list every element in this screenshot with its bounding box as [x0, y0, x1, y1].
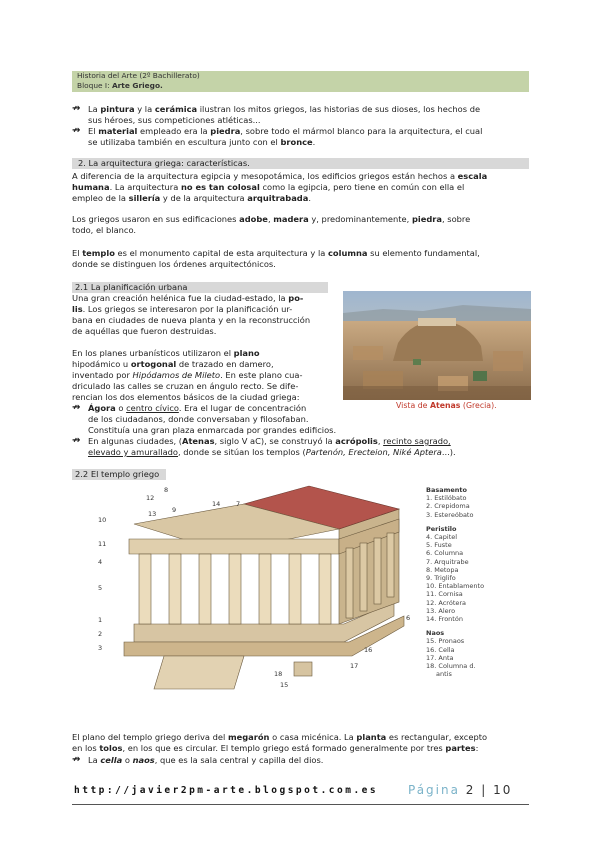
paragraph-hippodamic: En los planes urbanísticos utilizaron el plano hipodámico u ortogonal de trazado en damero, inventado por Hipódamos de Mileto. En este plano cua- driculado las calles se cruzan en ángulo recto. Se dife- rencian los dos elementos básicos de la ciudad griega:: [72, 348, 303, 402]
diagram-label: 3: [98, 644, 103, 652]
paragraph-temple: El templo es el monumento capital de esta arquitectura y la columna su elemento fundamental, donde se distinguen los órdenes arquitectónicos.: [72, 248, 480, 269]
legend-item: 10. Entablamento: [426, 582, 485, 591]
legend-item: antis: [436, 670, 452, 679]
legend-item: 1. Estilóbato: [426, 494, 467, 503]
legend-item: 14. Frontón: [426, 615, 463, 624]
subsection-heading-temple: 2.2 El templo griego: [72, 469, 166, 480]
legend-item: 17. Anta: [426, 653, 454, 662]
legend-item: 15. Pronaos: [426, 637, 465, 646]
diagram-label: 18: [274, 670, 283, 678]
legend-heading-basamento: Basamento: [426, 486, 467, 494]
diagram-label: 14: [212, 500, 221, 508]
athens-photo: [343, 291, 531, 400]
diagram-label: 11: [98, 540, 107, 548]
legend-item: 5. Fuste: [426, 541, 452, 550]
diagram-label: 2: [98, 630, 103, 638]
diagram-label: 8: [164, 486, 169, 494]
paragraph-scale: A diferencia de la arquitectura egipcia y mesopotámica, los edificios griegos están hechos a escala humana. La arquitectura no es tan colosal como la egipcia, pero tiene en común con ella el empleo de la sillería y de la arquitectura arquitrabada.: [72, 171, 488, 203]
diagram-label: 12: [146, 494, 155, 502]
legend-item: 13. Alero: [426, 606, 456, 615]
diagram-label: 15: [280, 681, 289, 689]
page-number: Página 2 | 10: [408, 783, 513, 797]
legend-item: 8. Metopa: [426, 565, 459, 574]
diagram-label: 17: [350, 662, 359, 670]
paragraph-materials: Los griegos usaron en sus edificaciones adobe, madera y, predominantemente, piedra, sobre todo, el blanco.: [72, 214, 471, 235]
subsection-heading-urban: 2.1 La planificación urbana: [72, 282, 328, 293]
diagram-label: 1: [98, 616, 103, 624]
diagram-label: 7: [236, 500, 241, 508]
arrow-bullet-icon: ↛: [72, 435, 81, 446]
legend-item: 12. Acrótera: [426, 598, 467, 607]
photo-caption: Vista de Atenas (Grecia).: [396, 401, 497, 410]
diagram-label: 9: [172, 506, 177, 514]
section-heading: 2. La arquitectura griega: características.: [72, 158, 529, 169]
header-course: Historia del Arte (2º Bachillerato): [77, 71, 200, 80]
diagram-label: 13: [148, 510, 157, 518]
diagram-label: 5: [98, 584, 103, 592]
legend-item: 11. Cornisa: [426, 590, 463, 599]
legend-heading-peristilo: Peristilo: [426, 524, 457, 533]
temple-diagram: [94, 484, 424, 692]
document-header: [72, 71, 529, 92]
arrow-bullet-icon: ↛: [72, 754, 81, 765]
legend-item: 3. Estereóbato: [426, 510, 474, 519]
diagram-label: 10: [98, 516, 107, 524]
arrow-bullet-icon: ↛: [72, 402, 81, 413]
legend-item: 9. Triglifo: [426, 574, 456, 583]
temple-legend: [426, 486, 526, 678]
page-footer: [72, 782, 529, 805]
legend-item: 16. Cella: [426, 645, 455, 654]
diagram-label: 16: [364, 646, 373, 654]
legend-item: 2. Crepidoma: [426, 502, 470, 511]
legend-heading-naos: Naos: [426, 629, 445, 638]
diagram-label: 4: [98, 558, 103, 566]
legend-item: 4. Capitel: [426, 533, 458, 542]
legend-item: 6. Columna: [426, 549, 464, 558]
paragraph-urban: Una gran creación helénica fue la ciudad-estado, la po- lis. Los griegos se interesaron por la planificación ur- bana en ciudades de nueva planta y en la reconstrucción de aquéllas que fueron destruidas.: [72, 293, 311, 336]
blog-link[interactable]: http://javier2pm-arte.blogspot.com.es: [74, 785, 379, 796]
legend-item: 7. Arquitrabe: [426, 557, 469, 566]
paragraph-plan: El plano del templo griego deriva del megarón o casa micénica. La planta es rectangular, excepto en los tolos, en los que es circular. El templo griego está formado generalmente por tres partes:: [72, 732, 488, 753]
arrow-bullet-icon: ↛: [72, 103, 81, 114]
legend-item: 18. Columna d.: [426, 662, 476, 671]
diagram-label: 6: [406, 614, 411, 622]
header-block: Bloque I: Arte Griego.: [77, 81, 163, 90]
arrow-bullet-icon: ↛: [72, 125, 81, 136]
